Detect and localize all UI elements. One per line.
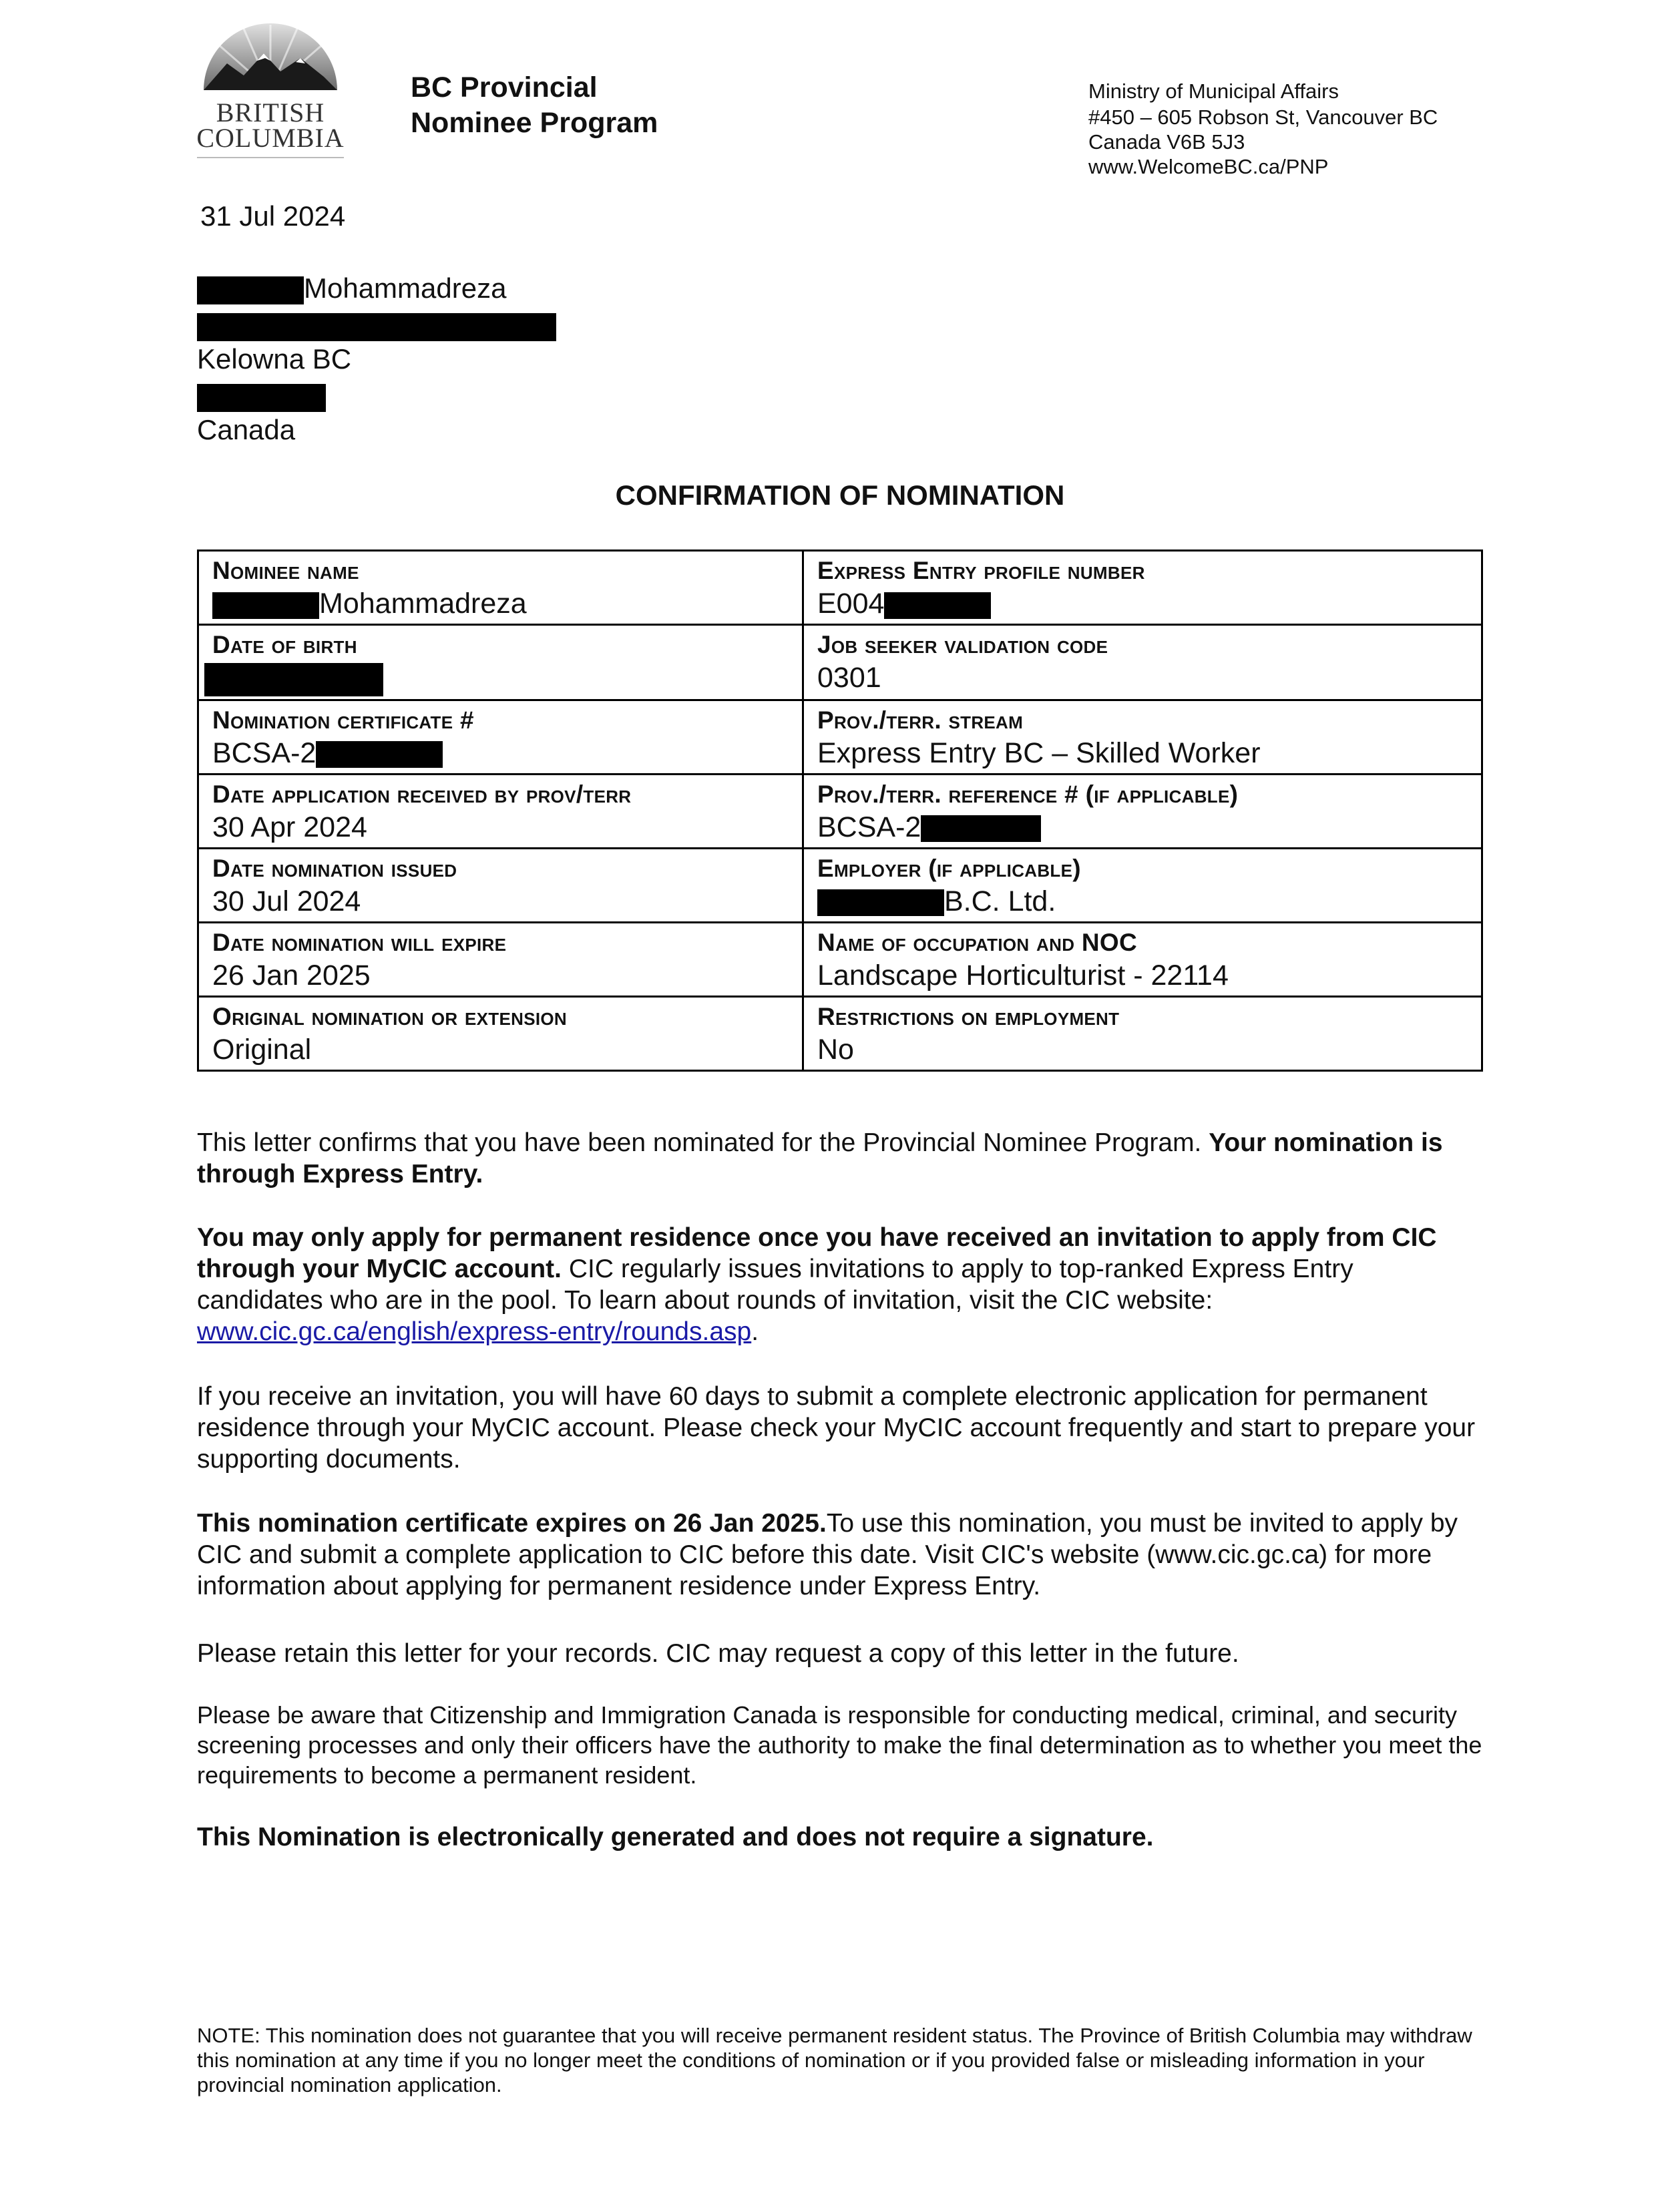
program-name-line1: BC Provincial <box>411 71 598 103</box>
field-value: 26 Jan 2025 <box>212 959 371 992</box>
table-cell <box>803 996 1482 1070</box>
ministry-website: www.WelcomeBC.ca/PNP <box>1088 155 1329 178</box>
redaction-block <box>884 592 991 619</box>
document-title: CONFIRMATION OF NOMINATION <box>615 479 1065 511</box>
field-label: Restrictions on employment <box>817 1002 1120 1030</box>
bc-logo <box>190 17 351 157</box>
ministry-address-line2: Canada V6B 5J3 <box>1088 130 1245 154</box>
cic-rounds-link[interactable]: www.cic.gc.ca/english/express-entry/rounds.asp <box>197 1317 752 1346</box>
paragraph-text: . <box>751 1317 759 1346</box>
paragraph-nomination-confirmation <box>197 1127 1486 1190</box>
paragraph-text: To use this nomination, you must be invited to apply by CIC and submit a complete application to CIC before this date. Visit CIC's website (www.cic.gc.ca) for more information about applying for permanent residence under Express Entry. <box>197 1509 1458 1600</box>
paragraph-bold-text: You may only apply for permanent residence once you have received an invitation to apply from CIC through your MyCIC account. <box>197 1223 1437 1283</box>
field-value: 30 Apr 2024 <box>212 811 367 843</box>
field-label: Express Entry profile number <box>817 557 1145 584</box>
redaction-block <box>316 741 443 768</box>
field-value <box>212 586 789 621</box>
table-cell <box>803 551 1482 625</box>
table-cell <box>198 625 803 700</box>
paragraph-electronic-notice: This Nomination is electronically generated and does not require a signature. <box>197 1823 1154 1851</box>
field-value: 0301 <box>817 662 881 694</box>
field-label: Job seeker validation code <box>817 631 1108 658</box>
logo-text-line2: COLUMBIA <box>196 123 345 153</box>
field-value: No <box>817 1033 854 1066</box>
field-value: Original <box>212 1033 312 1066</box>
recipient-name-line <box>197 270 556 306</box>
paragraph-screening: Please be aware that Citizenship and Immigration Canada is responsible for conducting medical, criminal, and security screening processes and only their officers have the authority to make the final determination as to whether you meet the requirements to become a permanent resident. <box>197 1701 1482 1789</box>
field-label: Nomination certificate # <box>212 706 474 734</box>
certificate-number-value: BCSA-2 <box>212 736 317 769</box>
logo-text-line1: BRITISH <box>216 97 325 128</box>
paragraph-application-deadline: If you receive an invitation, you will have 60 days to submit a complete electronic application for permanent residence through your MyCIC account. Please check your MyCIC account frequently and start to prepare your supporting documents. <box>197 1382 1476 1474</box>
field-label: Date application received by prov/terr <box>212 780 632 808</box>
field-label: Employer (if applicable) <box>817 854 1081 882</box>
nominee-name-value: Mohammadreza <box>319 588 527 620</box>
program-name-line2: Nominee Program <box>411 107 658 139</box>
table-cell <box>803 625 1482 700</box>
letter-date: 31 Jul 2024 <box>200 200 346 232</box>
paragraph-invitation <box>197 1222 1486 1347</box>
recipient-name: Mohammadreza <box>304 272 507 304</box>
field-value: Landscape Horticulturist - 22114 <box>817 959 1229 992</box>
recipient-postal-line <box>197 377 556 412</box>
table-row <box>198 625 1482 700</box>
field-label: Date nomination issued <box>212 854 457 882</box>
field-value: 30 Jul 2024 <box>212 885 361 917</box>
field-value: Express Entry BC – Skilled Worker <box>817 736 1261 769</box>
redaction-block <box>197 276 304 304</box>
redaction-block <box>204 663 383 696</box>
table-cell <box>803 700 1482 774</box>
field-value <box>817 884 1468 919</box>
logo-underline <box>197 157 344 158</box>
redaction-block <box>212 592 319 619</box>
ministry-address-line1: #450 – 605 Robson St, Vancouver BC <box>1088 105 1438 129</box>
redaction-block <box>197 313 556 341</box>
field-value <box>212 660 789 696</box>
paragraph-expiry <box>197 1508 1486 1602</box>
table-cell <box>198 922 803 996</box>
table-cell <box>198 700 803 774</box>
program-name <box>411 70 658 141</box>
table-row <box>198 774 1482 848</box>
table-cell <box>803 922 1482 996</box>
redaction-block <box>921 815 1041 842</box>
field-label: Nominee name <box>212 557 359 584</box>
footer-note: NOTE: This nomination does not guarantee that you will receive permanent resident status. The Province of British Columbia may withdraw this nomination at any time if you no longer meet the conditions of nomination or if you provided false or misleading information in your provincial nomination application. <box>197 2024 1472 2097</box>
paragraph-bold-text: Your nomination is through Express Entry. <box>197 1128 1443 1188</box>
redaction-block <box>197 384 326 412</box>
field-value <box>817 810 1468 845</box>
reference-number-value: BCSA-2 <box>817 811 921 843</box>
field-label: Prov./terr. reference # (if applicable) <box>817 780 1239 808</box>
table-row <box>198 922 1482 996</box>
recipient-street-line <box>197 306 556 341</box>
table-row <box>198 848 1482 922</box>
field-label: Date of birth <box>212 631 357 658</box>
field-value <box>212 736 789 771</box>
field-value <box>817 586 1468 621</box>
field-label: Date nomination will expire <box>212 928 507 956</box>
field-label: Original nomination or extension <box>212 1002 567 1030</box>
recipient-country: Canada <box>197 414 296 445</box>
recipient-address <box>197 270 556 447</box>
profile-number-value: E004 <box>817 588 885 620</box>
redaction-block <box>817 889 944 916</box>
recipient-city: Kelowna BC <box>197 343 352 375</box>
ministry-address <box>1088 79 1438 179</box>
field-label: Prov./terr. stream <box>817 706 1024 734</box>
paragraph-text: CIC regularly issues invitations to apply to top-ranked Express Entry candidates who are in the pool. To learn about rounds of invitation, visit the CIC website: <box>197 1255 1353 1315</box>
table-cell <box>198 551 803 625</box>
paragraph-retain-letter: Please retain this letter for your records. CIC may request a copy of this letter in the future. <box>197 1639 1239 1668</box>
table-row <box>198 996 1482 1070</box>
table-cell <box>198 848 803 922</box>
table-cell <box>198 774 803 848</box>
mountain-sun-icon <box>190 17 351 97</box>
field-label: Name of occupation and NOC <box>817 928 1137 956</box>
table-row <box>198 551 1482 625</box>
ministry-name: Ministry of Municipal Affairs <box>1088 79 1339 103</box>
table-row <box>198 700 1482 774</box>
table-cell <box>803 774 1482 848</box>
nomination-details-table <box>197 550 1483 1072</box>
table-cell <box>803 848 1482 922</box>
paragraph-text: This letter confirms that you have been nominated for the Provincial Nominee Program. <box>197 1128 1209 1157</box>
table-cell <box>198 996 803 1070</box>
paragraph-bold-text: This nomination certificate expires on 26 Jan 2025. <box>197 1509 827 1538</box>
employer-value: B.C. Ltd. <box>944 885 1056 917</box>
